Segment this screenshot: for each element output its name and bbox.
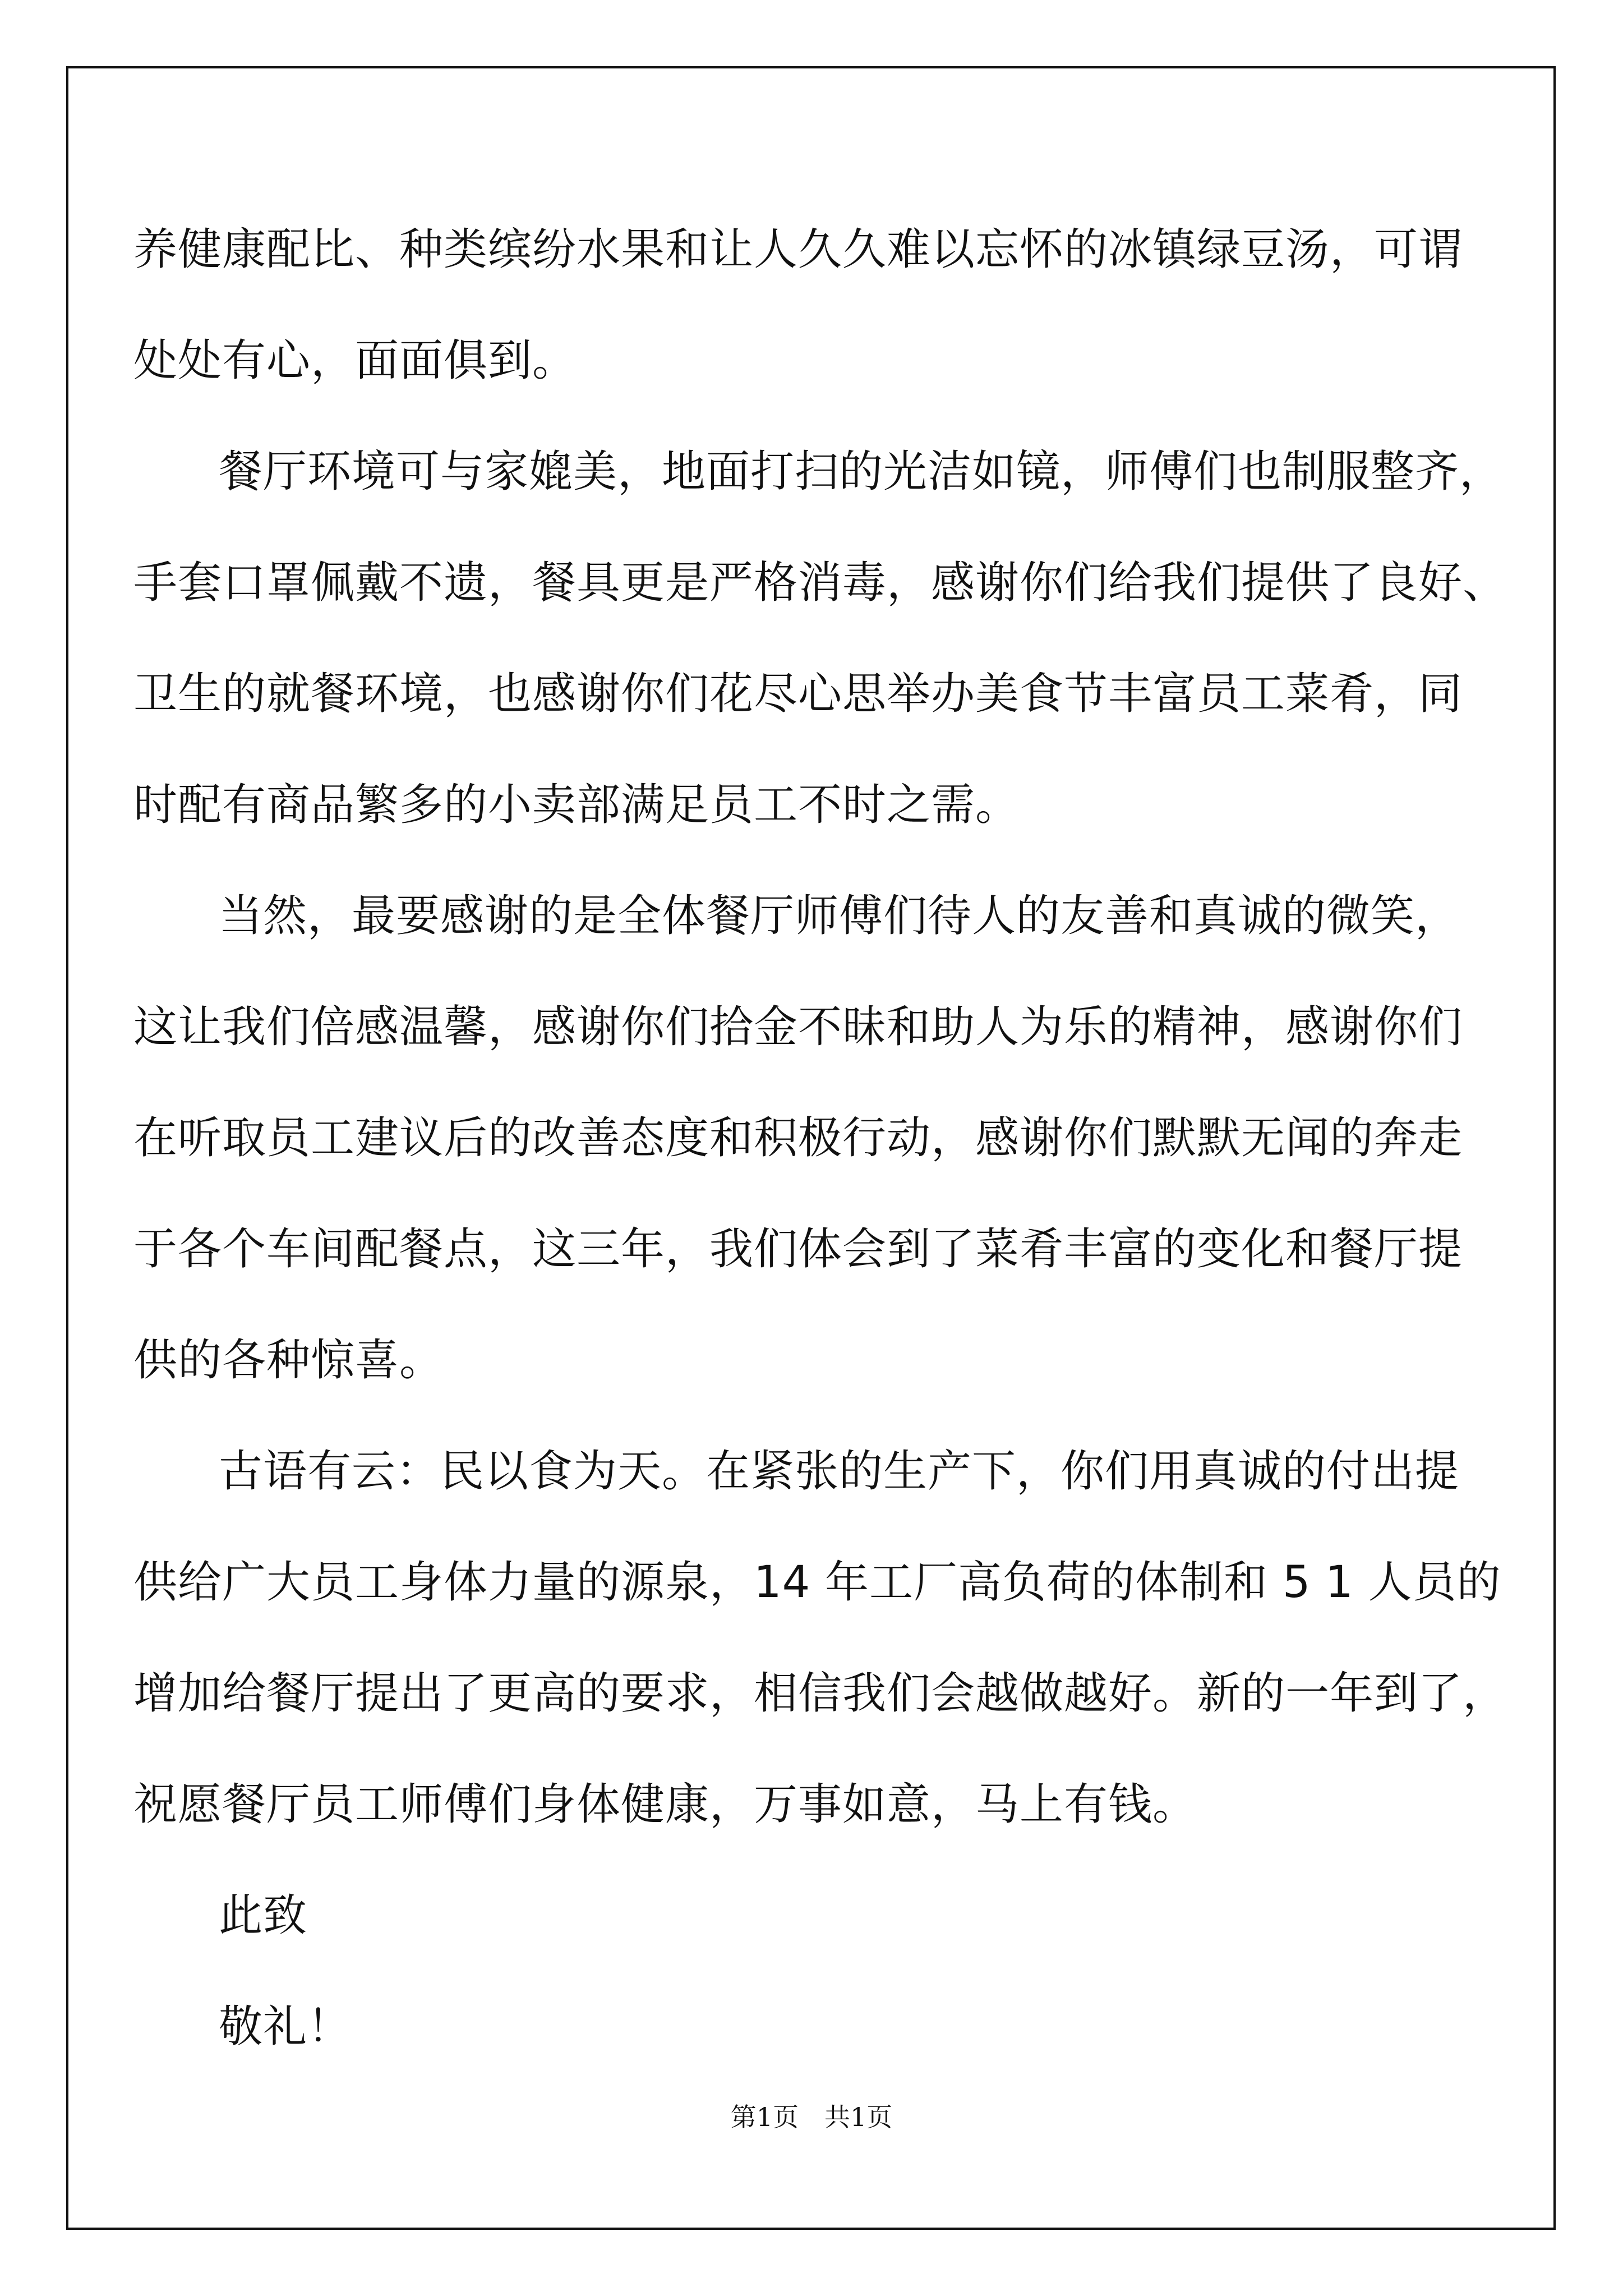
text-line: 这让我们倍感温馨，感谢你们拾金不昧和助人为乐的精神，感谢你们 <box>133 1002 1463 1052</box>
text-line: 增加给餐厅提出了更高的要求，相信我们会越做越好。新的一年到了， <box>133 1668 1507 1719</box>
text-line: 手套口罩佩戴不遗，餐具更是严格消毒，感谢你们给我们提供了良好、 <box>133 558 1507 608</box>
text-line: 处处有心，面面俱到。 <box>133 335 577 386</box>
page-footer: 第1页 共1页 <box>730 2102 893 2132</box>
closing-regards <box>133 1971 1502 2082</box>
text-line: 古语有云：民以食为天。在紧张的生产下，你们用真诚的付出提 <box>219 1446 1460 1497</box>
text-line: 供的各种惊喜。 <box>133 1335 444 1386</box>
paragraph-environment <box>133 416 1507 861</box>
text-line: 时配有商品繁多的小卖部满足员工不时之需。 <box>133 780 1020 830</box>
text-line: 供给广大员工身体力量的源泉，14 年工厂高负荷的体制和 5 1 人员的 <box>133 1557 1501 1608</box>
paragraph-proverb <box>133 1416 1507 1860</box>
text-line: 当然，最要感谢的是全体餐厅师傅们待人的友善和真诚的微笑， <box>219 891 1460 941</box>
text-line: 在听取员工建议后的改善态度和积极行动，感谢你们默默无闻的奔走 <box>133 1113 1463 1163</box>
text-line: 祝愿餐厅员工师傅们身体健康，万事如意，马上有钱。 <box>133 1779 1197 1830</box>
text-line: 养健康配比、种类缤纷水果和让人久久难以忘怀的冰镇绿豆汤，可谓 <box>133 224 1463 275</box>
text-line: 餐厅环境可与家媲美，地面打扫的光洁如镜，师傅们也制服整齐， <box>219 447 1504 497</box>
paragraph-thanks <box>133 861 1502 1416</box>
text-line: 于各个车间配餐点，这三年，我们体会到了菜肴丰富的变化和餐厅提 <box>133 1224 1463 1274</box>
text-line: 此致 <box>219 1890 308 1941</box>
text-line: 卫生的就餐环境，也感谢你们花尽心思举办美食节丰富员工菜肴，同 <box>133 669 1463 719</box>
paragraph-closing-meal <box>133 194 1502 416</box>
letter-body <box>133 194 1507 2082</box>
text-line: 敬礼！ <box>219 2001 352 2052</box>
closing-salutation <box>133 1860 1502 1971</box>
